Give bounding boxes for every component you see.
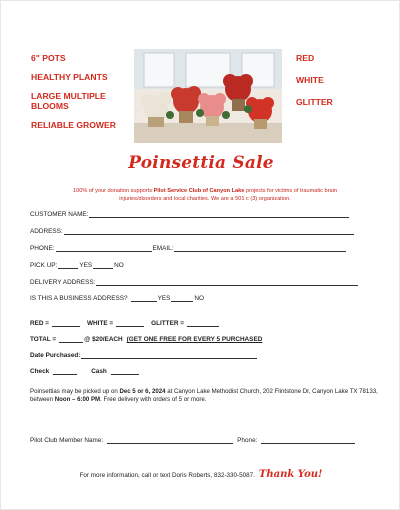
address-row bbox=[30, 228, 355, 235]
member-name-field[interactable] bbox=[107, 437, 233, 444]
qty-red-label: RED = bbox=[30, 320, 50, 327]
pickup-info-part2: at Canyon Lake Methodist Church, 202 Flintstone Dr, Canyon Lake TX 78133, between bbox=[30, 388, 378, 403]
pickup-label: PICK UP: bbox=[30, 262, 58, 269]
business-yes-field[interactable] bbox=[131, 295, 157, 302]
email-field[interactable] bbox=[174, 245, 346, 252]
date-purchased-field[interactable] bbox=[81, 352, 257, 359]
color-white: WHITE bbox=[296, 75, 324, 85]
delivery-address-label: DELIVERY ADDRESS: bbox=[30, 279, 96, 286]
email-label: EMAIL: bbox=[152, 245, 174, 252]
feature-healthy: HEALTHY PLANTS bbox=[31, 72, 108, 82]
total-label: TOTAL = bbox=[30, 336, 57, 343]
poinsettia-photo bbox=[134, 49, 282, 143]
member-name-label: Pilot Club Member Name: bbox=[30, 437, 104, 444]
page-title: Poinsettia Sale bbox=[128, 153, 274, 173]
delivery-address-row bbox=[30, 279, 359, 286]
customer-name-row bbox=[30, 211, 350, 218]
member-row bbox=[30, 437, 356, 444]
price-label: @ $20/EACH bbox=[84, 336, 123, 343]
pickup-info-part3: . Free delivery with orders of 5 or more. bbox=[100, 396, 207, 403]
address-label: ADDRESS: bbox=[30, 228, 63, 235]
feature-blooms: LARGE MULTIPLE BLOOMS bbox=[31, 91, 106, 111]
business-question-label: IS THIS A BUSINESS ADDRESS? bbox=[30, 295, 128, 302]
business-yes-label: YES bbox=[157, 295, 171, 302]
pickup-no-label: NO bbox=[114, 262, 124, 269]
check-label: Check bbox=[30, 368, 50, 375]
date-purchased-row bbox=[30, 352, 258, 359]
member-phone-field[interactable] bbox=[261, 437, 355, 444]
color-options-list bbox=[296, 53, 376, 119]
color-glitter: GLITTER bbox=[296, 97, 333, 107]
intro-text bbox=[61, 188, 349, 203]
pickup-hours: Noon – 6:00 PM bbox=[54, 396, 101, 403]
qty-glitter-field[interactable] bbox=[187, 320, 219, 327]
customer-name-field[interactable] bbox=[89, 211, 349, 218]
pickup-dates: Dec 5 or 6, 2024 bbox=[119, 388, 166, 395]
intro-org: Pilot Service Club of Canyon Lake bbox=[153, 188, 245, 194]
qty-red-field[interactable] bbox=[52, 320, 80, 327]
member-phone-label: Phone: bbox=[237, 437, 258, 444]
business-address-row bbox=[30, 295, 204, 302]
date-purchased-label: Date Purchased: bbox=[30, 352, 81, 359]
total-field[interactable] bbox=[59, 336, 83, 343]
business-no-field[interactable] bbox=[171, 295, 193, 302]
total-row bbox=[30, 336, 262, 343]
thank-you-text: Thank You! bbox=[258, 469, 323, 480]
payment-row bbox=[30, 368, 140, 375]
intro-part2: projects for victims of traumatic brain injuries/disorders and local charities. We are a 501 c (3) organization. bbox=[119, 188, 337, 202]
feature-pots: 6" POTS bbox=[31, 53, 66, 63]
pickup-info bbox=[30, 388, 382, 404]
pickup-no-field[interactable] bbox=[93, 262, 113, 269]
pickup-yes-label: YES bbox=[79, 262, 93, 269]
phone-email-row bbox=[30, 245, 347, 252]
intro-part1: 100% of your donation supports bbox=[73, 188, 154, 194]
phone-label: PHONE: bbox=[30, 245, 55, 252]
pickup-info-part1: Poinsettias may be picked up on bbox=[30, 388, 120, 395]
contact-info: For more information, call or text Doris Roberts, 832-330-5087. bbox=[79, 472, 255, 479]
cash-field[interactable] bbox=[111, 368, 139, 375]
color-quantities-row bbox=[30, 320, 220, 327]
feature-list bbox=[31, 53, 131, 139]
qty-white-label: WHITE = bbox=[87, 320, 114, 327]
business-no-label: NO bbox=[194, 295, 204, 302]
customer-name-label: CUSTOMER NAME: bbox=[30, 211, 89, 218]
cash-label: Cash bbox=[91, 368, 107, 375]
qty-glitter-label: GLITTER = bbox=[151, 320, 184, 327]
qty-white-field[interactable] bbox=[116, 320, 144, 327]
address-field[interactable] bbox=[64, 228, 354, 235]
free-offer-label: (GET ONE FREE FOR EVERY 5 PURCHASED bbox=[126, 336, 263, 343]
footer bbox=[1, 469, 400, 480]
pickup-yes-field[interactable] bbox=[58, 262, 78, 269]
phone-field[interactable] bbox=[56, 245, 152, 252]
pickup-row bbox=[30, 262, 124, 269]
color-red: RED bbox=[296, 53, 315, 63]
feature-grower: RELIABLE GROWER bbox=[31, 120, 116, 130]
check-field[interactable] bbox=[53, 368, 77, 375]
delivery-address-field[interactable] bbox=[96, 279, 358, 286]
